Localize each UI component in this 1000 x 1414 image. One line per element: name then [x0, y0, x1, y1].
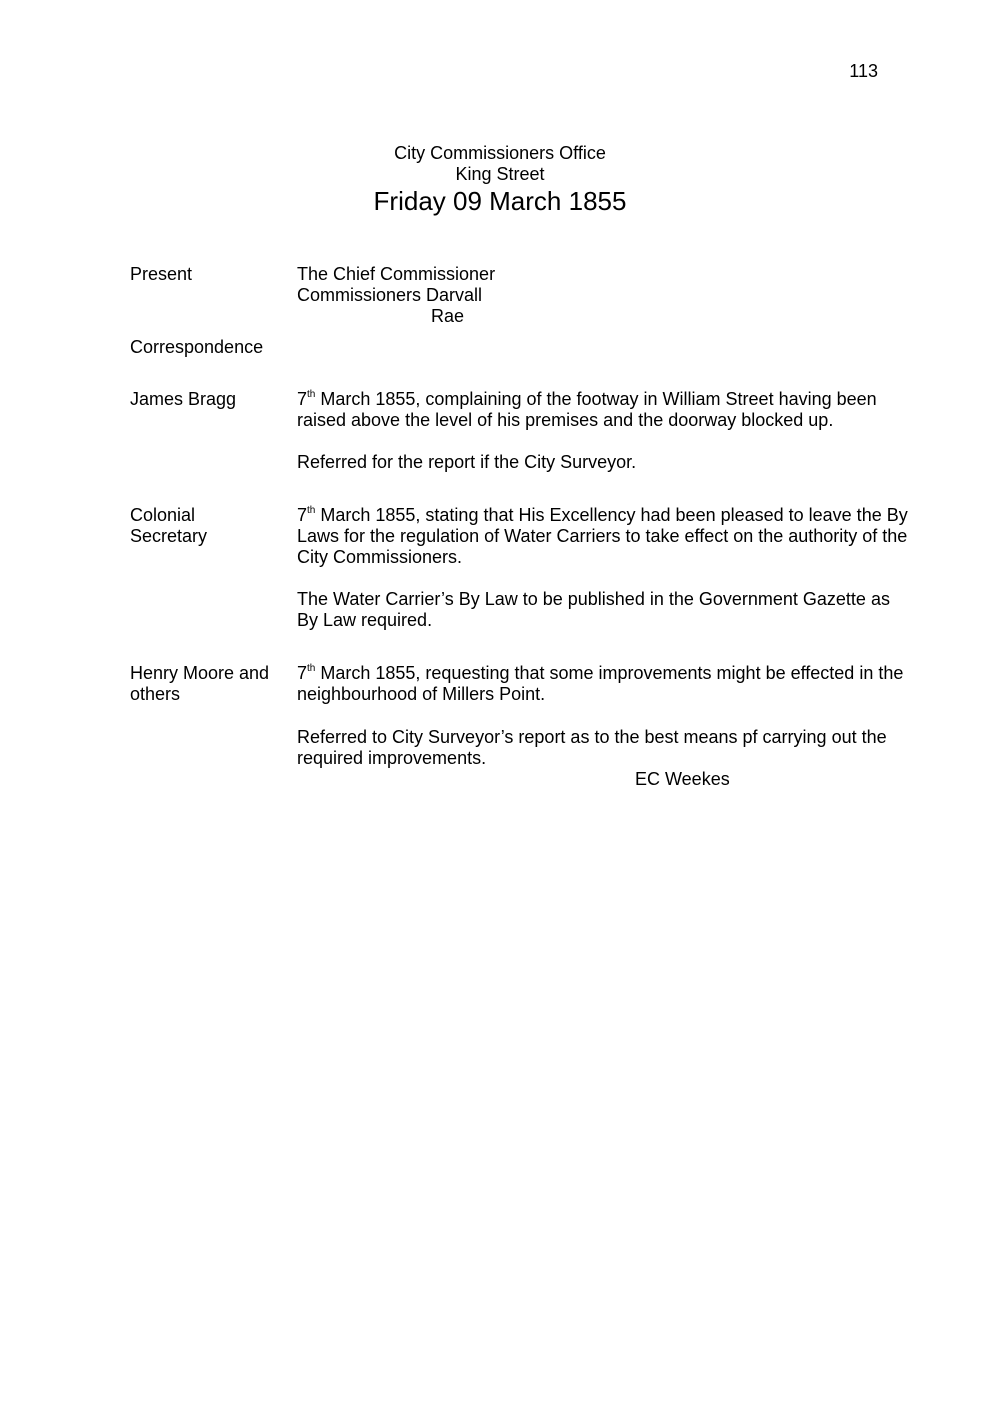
present-label: Present — [130, 264, 193, 284]
entry-day: 7 — [297, 389, 308, 409]
entry-day: 7 — [297, 663, 308, 683]
entry-resolution: The Water Carrier’s By Law to be published in the Government Gazette as By Law required. — [297, 589, 890, 630]
entry-name-line: others — [130, 684, 181, 704]
present-rae: Rae — [431, 306, 465, 326]
entry-letter-text: March 1855, stating that His Excellency had been pleased to leave the By Laws for the regulation of Water Carriers to take effect on the authority of the City Commissioners. — [297, 505, 908, 567]
entry-letter-text: March 1855, complaining of the footway in William Street having been raised above the level of his premises and the doorway blocked up. — [297, 389, 877, 430]
entry-day-suffix: th — [307, 505, 316, 516]
present-commissioners: Commissioners Darvall — [297, 285, 483, 305]
entry-day-suffix: th — [307, 389, 316, 400]
entry-name — [130, 389, 290, 410]
entry-name — [130, 505, 290, 547]
entry-resolution: Referred for the report if the City Surveyor. — [297, 452, 637, 472]
entry-name-line: Secretary — [130, 526, 208, 546]
entry-letter-text: March 1855, requesting that some improvements might be effected in the neighbourhood of Millers Point. — [297, 663, 904, 704]
entry-letter — [297, 663, 912, 705]
office-name: City Commissioners Office — [394, 143, 606, 163]
present-chief: The Chief Commissioner — [297, 264, 496, 284]
office-street: King Street — [455, 164, 545, 184]
page-number: 113 — [849, 61, 878, 81]
entry-resolution: Referred to City Surveyor’s report as to the best means pf carrying out the required improvements. — [297, 727, 887, 768]
entry-name-line: Henry Moore and — [130, 663, 270, 683]
signature: EC Weekes — [635, 769, 730, 789]
entry-name-line: Colonial — [130, 505, 196, 525]
entry-day: 7 — [297, 505, 308, 525]
entry-letter — [297, 389, 912, 431]
correspondence-label: Correspondence — [130, 337, 264, 357]
entry-name-line: James Bragg — [130, 389, 237, 409]
entry-letter — [297, 505, 912, 568]
entry-day-suffix: th — [307, 663, 316, 674]
meeting-date: Friday 09 March 1855 — [373, 186, 627, 216]
entry-name — [130, 663, 290, 705]
